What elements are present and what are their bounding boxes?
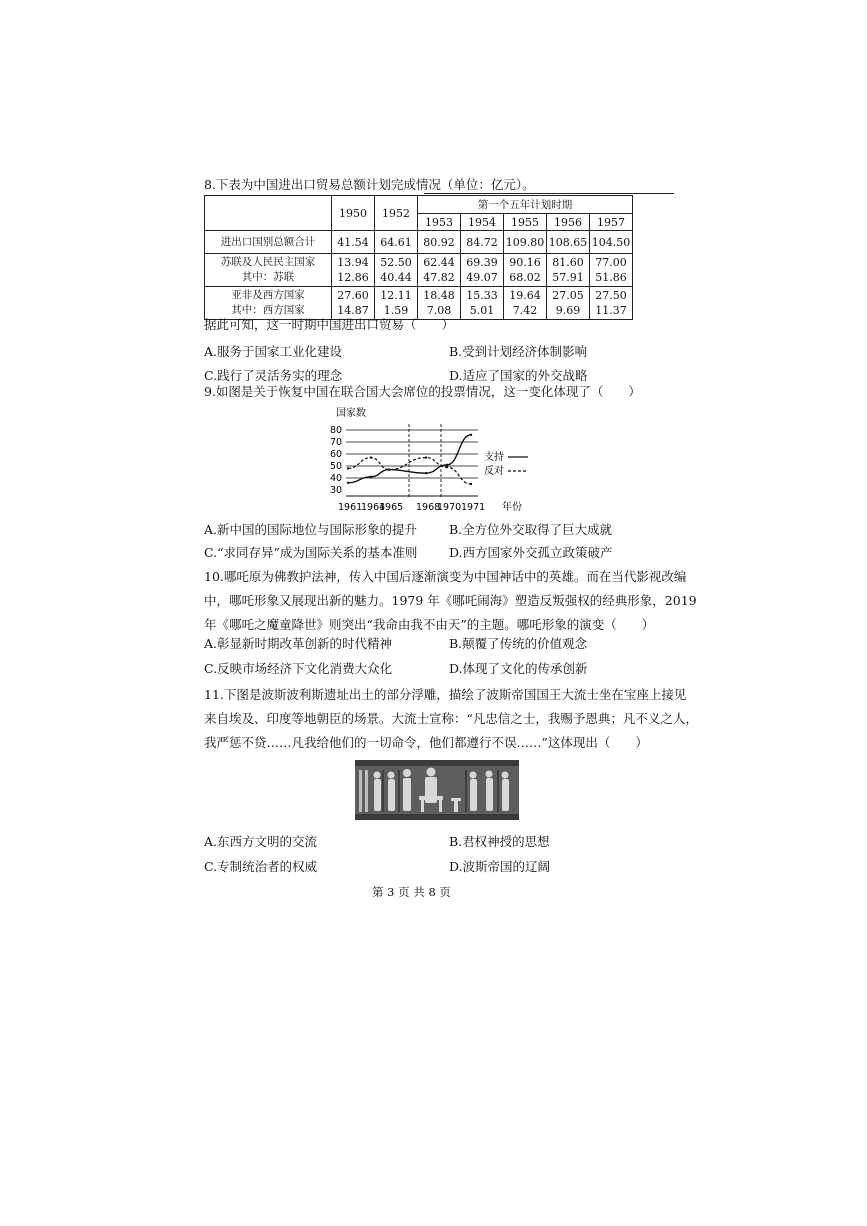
x-tick-label: 1968 [416,502,441,513]
oppose-point [388,468,390,470]
table-cell [461,254,504,287]
x-tick-label: 1961 [338,502,363,513]
trade-table [204,195,633,320]
year-header-1950: 1950 [332,196,375,231]
cell-value: 52.50 [380,256,412,269]
cell-value: 69.39 [466,256,498,269]
q11-stem-line: 来自埃及、印度等地朝臣的场景。大流士宣称：“凡忠信之士，我赐予恩典；凡不义之人， [204,711,698,726]
oppose-point [347,467,349,469]
x-tick-label: 1971 [461,502,486,513]
table-cell [590,287,633,320]
cell-value: 13.94 [337,256,369,269]
q8-option-a[interactable]: A.服务于国家工业化建设 [204,344,343,359]
table-row [205,287,633,320]
table-cell [375,254,418,287]
y-tick-label: 50 [330,461,343,472]
page-footer: 第 3 页 共 8 页 [372,885,451,899]
q10-stem-line: 年《哪吒之魔童降世》则突出“我命由我不由天”的主题。哪吒形象的演变（ ） [204,617,655,632]
q10-option-c[interactable]: C.反映市场经济下文化消费大众化 [204,661,393,676]
q8-prompt: 据此可知，这一时期中国进出口贸易（ ） [204,317,455,332]
y-tick-label: 30 [330,485,343,496]
q10-option-a[interactable]: A.彰显新时期改革创新的时代精神 [204,636,393,651]
cell-value: 14.87 [337,304,369,317]
cell-value: 90.16 [509,256,541,269]
oppose-point [425,456,427,458]
table-cell [418,287,461,320]
cell-value: 7.08 [426,304,452,317]
x-tick-label: 1970 [437,502,462,513]
table-cell [504,254,547,287]
cell-value: 1.59 [383,304,409,317]
cell-value: 18.48 [423,289,455,302]
q8-option-b[interactable]: B.受到计划经济体制影响 [449,344,588,359]
cell-value: 49.07 [466,271,498,284]
cell-value: 81.60 [552,256,584,269]
year-header-1956: 1956 [547,214,590,231]
cell-value: 27.50 [595,289,627,302]
persepolis-relief-image [355,760,519,820]
y-tick-label: 70 [330,437,343,448]
cell-value: 57.91 [552,271,584,284]
q9-stem: 9.如图是关于恢复中国在联合国大会席位的投票情况，这一变化体现了（ ） [204,384,641,399]
table-row [205,254,633,287]
x-tick-label: 1965 [379,502,404,513]
oppose-point [470,483,472,485]
cell-value: 19.64 [509,289,541,302]
gridlines [346,430,478,496]
y-tick-label: 60 [330,449,343,460]
table-cell: 104.50 [590,231,633,254]
q10-stem-line: 10.哪吒原为佛教护法神，传入中国后逐渐演变为中国神话中的英雄。而在当代影视改编 [204,569,687,584]
legend-oppose-label: 反对 [484,466,504,477]
table-corner-cell [205,196,332,231]
x-axis-label: 年份 [502,502,522,513]
table-cell: 84.72 [461,231,504,254]
cell-value: 40.44 [380,271,412,284]
support-point [370,476,372,478]
year-header-1955: 1955 [504,214,547,231]
row-label [205,287,332,320]
table-cell [375,287,418,320]
support-point [347,482,349,484]
year-header-1952: 1952 [375,196,418,231]
q9-option-d[interactable]: D.西方国家外交孤立政策破产 [449,545,613,560]
q10-stem [204,565,697,637]
table-cell [547,287,590,320]
table-cell: 41.54 [332,231,375,254]
legend-support-label: 支持 [484,452,504,463]
q11-option-c[interactable]: C.专制统治者的权威 [204,859,318,874]
row-label-line: 其中：西方国家 [231,304,305,316]
q11-option-b[interactable]: B.君权神授的思想 [449,834,550,849]
cell-value: 68.02 [509,271,541,284]
oppose-point [370,456,372,458]
x-tick-labels [338,502,485,513]
year-header-1954: 1954 [461,214,504,231]
cell-value: 51.86 [595,271,627,284]
table-cell: 80.92 [418,231,461,254]
y-axis-label: 国家数 [336,408,366,419]
q9-option-c[interactable]: C.“求同存异”成为国际关系的基本准则 [204,545,418,560]
q11-stem-line: 11.下图是波斯波利斯遗址出土的部分浮雕，描绘了波斯帝国国王大流士坐在宝座上接见 [204,687,687,702]
row-label [205,254,332,287]
cell-value: 7.42 [512,304,538,317]
table-cell [547,254,590,287]
cell-value: 15.33 [466,289,498,302]
cell-value: 9.69 [555,304,581,317]
table-cell: 109.80 [504,231,547,254]
table-cell: 64.61 [375,231,418,254]
cell-value: 62.44 [423,256,455,269]
y-tick-label: 80 [330,425,343,436]
q8-stem: 8.下表为中国进出口贸易总额计划完成情况（单位：亿元）。 [204,177,535,192]
cell-value: 11.37 [595,304,627,317]
table-top-rule [424,193,674,194]
q11-option-d[interactable]: D.波斯帝国的辽阔 [449,859,551,874]
support-point [425,472,427,474]
q8-option-c[interactable]: C.践行了灵活务实的理念 [204,368,343,383]
row-label-line: 苏联及人民民主国家 [220,256,316,268]
relief-illustration [355,760,519,820]
cell-value: 12.11 [380,289,412,302]
support-point [470,434,472,436]
q9-option-a[interactable]: A.新中国的国际地位与国际形象的提升 [204,522,418,537]
q10-option-d[interactable]: D.体现了文化的传承创新 [449,661,588,676]
cell-value: 47.82 [423,271,455,284]
table-cell [418,254,461,287]
cell-value: 27.05 [552,289,584,302]
q11-stem-line: 我严惩不贷……凡我给他们的一切命令，他们都遵行不误……”这体现出（ ） [204,735,648,750]
cell-value: 5.01 [469,304,495,317]
row-label-line: 其中：苏联 [241,271,295,283]
q10-option-b[interactable]: B.颠覆了传统的价值观念 [449,636,588,651]
year-header-1953: 1953 [418,214,461,231]
table-cell [504,287,547,320]
table-cell [332,254,375,287]
table-cell [332,287,375,320]
support-point [446,464,448,466]
q11-option-a[interactable]: A.东西方文明的交流 [204,834,318,849]
y-tick-label: 40 [330,473,343,484]
q11-stem [204,683,698,755]
q9-option-b[interactable]: B.全方位外交取得了巨大成就 [449,522,613,537]
vote-line-chart [330,404,570,516]
y-tick-labels [330,425,342,496]
row-label: 进出口国别总额合计 [205,231,332,254]
year-header-1957: 1957 [590,214,633,231]
cell-value: 27.60 [337,289,369,302]
oppose-point [446,466,448,468]
q8-option-d[interactable]: D.适应了国家的外交战略 [449,368,588,383]
q10-stem-line: 中，哪吒形象又展现出新的魅力。1979 年《哪吒闹海》塑造反叛强权的经典形象，2019 [204,593,697,608]
table-cell [590,254,633,287]
table-cell: 108.65 [547,231,590,254]
row-label-line: 亚非及西方国家 [231,289,305,301]
cell-value: 12.86 [337,271,369,284]
x-tick-label: 1964 [361,502,386,513]
table-cell [461,287,504,320]
cell-value: 77.00 [595,256,627,269]
plan-period-header: 第一个五年计划时期 [418,196,633,214]
table-row [205,231,633,254]
